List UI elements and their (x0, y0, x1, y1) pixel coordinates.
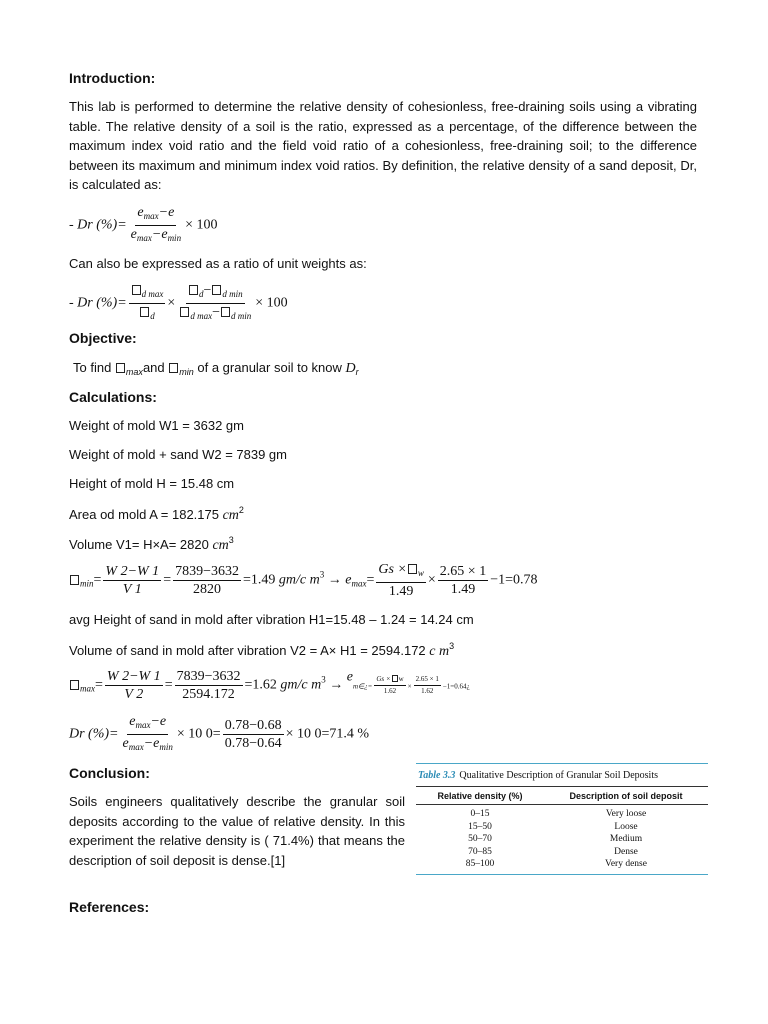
calc-volume-v2-unit: c m (429, 644, 450, 659)
eq3-unit: gm/c m (278, 572, 320, 588)
gamma-max-equation: $_{max}$= $\frac{W 2-W 1}{V 2}$ = $\frac{7839-3632}{2594.172}$ =1.62 gm/c $m^3$ → em∈¿= $\frac{Gs \times w}{1.62}$ × $\frac{2.65 \times 1}{1.62}$ −1=0.64¿ (69, 669, 470, 702)
gamma-symbol-icon (70, 680, 79, 690)
eq2-f2-minus: − (203, 283, 212, 298)
gamma-symbol-icon (392, 675, 398, 682)
eq3-eq: = (366, 572, 375, 588)
eq2-lhs: Dr (%)= (77, 295, 127, 311)
eq4-f1-num: W 2−W 1 (106, 669, 161, 684)
eq3-fraction-1 (103, 564, 161, 597)
dr-result-equation (69, 714, 369, 755)
table-cell-range: 85–100 (465, 859, 495, 869)
eq2-f2-den-minus: − (212, 305, 220, 320)
eq5-tail: × 10 0=71.4 % (285, 726, 370, 742)
eq5-den-e: e (122, 736, 129, 751)
calc-volume-v2-text: Volume of sand in mold after vibration V2 = A× H1 = 2594.172 (69, 643, 430, 658)
eq1-den-sub-b: min (167, 233, 182, 243)
gamma-symbol-icon (221, 307, 230, 317)
calc-area-sup: 2 (238, 505, 244, 515)
eq5-num-e: e (129, 714, 136, 729)
eq1-num-op: −e (158, 205, 175, 220)
calc-avg-height: avg Height of sand in mold after vibration H1=15.48 – 1.24 = 14.24 cm (69, 612, 474, 627)
eq4-fraction-3 (374, 675, 405, 696)
eq2-fraction-1 (129, 283, 166, 324)
right-arrow-icon: → (329, 677, 344, 693)
calc-volume-text: Volume V1= H×A= 2820 (69, 537, 213, 552)
eq2-f2-den-sub1: d max (190, 311, 213, 321)
eq4-g-sub: w (398, 675, 404, 683)
table-row (416, 833, 708, 846)
eq2-f2-num-sub2: d min (222, 289, 243, 299)
eq2-prefix: - (69, 295, 78, 311)
conclusion-paragraph: Soils engineers qualitatively describe the granular soil deposits according to the value of relative density. In this experiment the relative density is ( 71.4%) that means the description of soil deposit is dense.[1] (69, 794, 405, 868)
eq3-fraction-2 (173, 564, 241, 597)
calc-volume-v1 (69, 535, 234, 554)
gamma-symbol-icon (180, 307, 189, 317)
gamma-symbol-icon (212, 285, 221, 295)
eq4-fraction-1 (105, 669, 163, 702)
table-title (416, 764, 708, 786)
eq3-fraction-4 (438, 564, 488, 597)
eq1-den-sub-a: max (136, 233, 152, 243)
conclusion-heading: Conclusion: (69, 765, 150, 781)
gamma-symbol-icon (408, 564, 417, 574)
eq1-den-op: −e (151, 227, 168, 242)
eq2-f2-num-sub1: d (198, 289, 204, 299)
eq3-sub: min (80, 578, 94, 589)
calc-volume-unit: cm (212, 538, 229, 553)
calculations-heading: Calculations: (69, 389, 157, 405)
eq1-tail: × 100 (185, 217, 218, 233)
calc-area-unit: cm (222, 508, 239, 523)
eq3-f1-den: V 1 (122, 582, 142, 597)
table-cell-range: 70–85 (468, 846, 492, 857)
eq5-f2-num: 0.78−0.68 (224, 718, 282, 733)
eq2-tail: × 100 (255, 295, 288, 311)
table-row (416, 858, 708, 871)
table-title-text: Qualitative Description of Granular Soil Deposits (459, 770, 658, 781)
gamma-min-equation: $_{min}$= $\frac{W 2-W 1}{V 1}$ = $\frac{7839-3632}{2820}$ =1.49 gm/c $m^3 \to e_{max}=$ $\frac{Gs \times _w}{1.49}$ × $\frac{2.65 \times 1}{1.49}$ −1=0.78 (69, 562, 538, 599)
eq4-g-num: Gs × (376, 675, 391, 683)
eq3-fraction-3 (376, 562, 426, 599)
eq3-tail: −1=0.78 (490, 572, 538, 588)
soil-description-table (416, 763, 708, 875)
table-cell-description: Very loose (605, 809, 647, 819)
eq3-g-sub: w (417, 568, 424, 578)
eq4-unit-sup: 3 (321, 674, 326, 685)
eq4-h-num: 2.65 × 1 (414, 675, 441, 686)
eq4-sub: max (80, 683, 95, 694)
eq4-f1-den: V 2 (124, 687, 144, 702)
eq4-result: =1.62 (244, 677, 281, 693)
eq1-lhs: Dr (%)= (77, 217, 127, 233)
gamma-symbol-icon (132, 285, 141, 295)
objective-sub-max: max (125, 367, 143, 377)
eq5-den-op: −e (143, 736, 160, 751)
eq1-fraction (129, 205, 183, 246)
eq2-fraction-2 (177, 283, 253, 324)
eq5-num-op: −e (150, 714, 167, 729)
calc-height-mold: Height of mold H = 15.48 cm (69, 476, 235, 491)
eq3-result: =1.49 (243, 572, 279, 588)
references-heading: References: (69, 899, 150, 915)
relative-density-equation (69, 205, 217, 246)
table-cell-description: Very dense (605, 859, 647, 869)
objective-heading: Objective: (69, 330, 137, 346)
calc-volume-v2 (69, 641, 454, 660)
eq3-g-num: Gs × (378, 562, 407, 577)
eq1-den-e: e (130, 227, 137, 242)
eq1-num-sub: max (143, 211, 159, 221)
table-cell-range: 0–15 (470, 809, 490, 819)
eq3-unit-sup: 3 (319, 569, 325, 580)
introduction-heading: Introduction: (69, 70, 156, 86)
eq3-f1-num: W 2−W 1 (105, 564, 160, 579)
eq3-h-num: 2.65 × 1 (439, 564, 487, 579)
table-header-relative-density: Relative density (%) (437, 791, 523, 801)
eq5-fraction-1 (121, 714, 175, 755)
eq2-f1-num-sub: d max (141, 289, 164, 299)
unit-weight-equation (69, 283, 288, 324)
objective-text-1: To find (73, 360, 115, 375)
eq4-fraction-4 (414, 675, 441, 696)
objective-dr-sub: r (355, 367, 359, 377)
calc-area-text: Area od mold A = 182.175 (69, 507, 223, 522)
right-arrow-icon: → (327, 572, 342, 588)
gamma-symbol-icon (140, 307, 149, 317)
table-row (416, 808, 708, 821)
calc-volume-v2-sup: 3 (449, 641, 455, 651)
eq3-e-sub: max (351, 578, 367, 589)
objective-sub-min: min (179, 367, 194, 377)
eq4-h-den: 1.62 (421, 687, 434, 695)
table-body (416, 805, 708, 875)
eq4-f2-num: 7839−3632 (176, 669, 241, 684)
eq4-g-den: 1.62 (383, 687, 397, 695)
eq5-f2-den: 0.78−0.64 (224, 736, 282, 751)
introduction-paragraph: This lab is performed to determine the relative density of cohesionless, free-draining soils using a vibrating table. The relative density of a soil is the ratio, expressed as a percentage, of the difference between the maximum index void ratio and the field void ratio of a cohesionless, free-draining soil; to the difference between its maximum and minimum index void ratios. By definition, the relative density of a sand deposit, Dr, is calculated as: (69, 99, 697, 192)
table-cell-range: 15–50 (468, 821, 492, 832)
gamma-symbol-icon (116, 363, 125, 373)
eq4-fraction-2 (175, 669, 243, 702)
eq4-f2-den: 2594.172 (182, 687, 235, 702)
unit-weight-line: Can also be expressed as a ratio of unit weights as: (69, 256, 367, 271)
eq4-times: × (407, 682, 412, 691)
gamma-symbol-icon (169, 363, 178, 373)
eq5-fraction-2 (223, 718, 284, 751)
eq3-f2-den: 2820 (193, 582, 222, 597)
table-cell-description: Loose (614, 821, 638, 832)
eq3-f2-num: 7839−3632 (175, 564, 239, 579)
eq5-lhs: Dr (%)= (69, 726, 119, 742)
objective-text (73, 360, 359, 377)
eq3-times: × (427, 572, 436, 588)
eq5-num-sub: max (135, 720, 151, 730)
objective-text-2: and (142, 360, 169, 375)
eq2-f2-den-sub2: d min (230, 311, 252, 321)
eq3-h-den: 1.49 (450, 582, 476, 597)
eq5-den-sub-a: max (128, 742, 144, 752)
objective-dr: D (345, 361, 356, 376)
eq5-mid: × 10 0= (176, 726, 221, 742)
table-cell-range: 50–70 (468, 834, 492, 844)
calc-volume-sup: 3 (228, 535, 234, 545)
eq1-num-e: e (137, 205, 144, 220)
table-row (416, 846, 708, 859)
table-header-row (416, 786, 708, 805)
eq2-f1-den-sub: d (150, 311, 155, 321)
calc-area-mold (69, 505, 244, 524)
table-header-description: Description of soil deposit (569, 791, 683, 801)
table-cell-description: Dense (614, 846, 638, 857)
calc-weight-mold: Weight of mold W1 = 3632 gm (69, 418, 244, 433)
objective-text-3: of a granular soil to know (193, 360, 346, 375)
table-cell-description: Medium (609, 834, 643, 844)
gamma-symbol-icon (70, 575, 79, 585)
eq3-g-den: 1.49 (388, 584, 414, 599)
table-number: Table 3.3 (418, 770, 456, 781)
eq4-unit: gm/c m (280, 677, 322, 693)
eq3-e: e (345, 572, 352, 588)
eq4-e-sub: m∈¿= (352, 682, 373, 691)
gamma-symbol-icon (189, 285, 198, 295)
eq2-times: × (167, 295, 176, 311)
eq1-prefix: - (69, 217, 78, 233)
eq4-e: e (346, 669, 353, 685)
table-row (416, 821, 708, 834)
eq5-den-sub-b: min (159, 742, 173, 752)
eq4-tail: −1=0.64¿ (442, 682, 470, 691)
calc-weight-mold-sand: Weight of mold + sand W2 = 7839 gm (69, 447, 287, 462)
